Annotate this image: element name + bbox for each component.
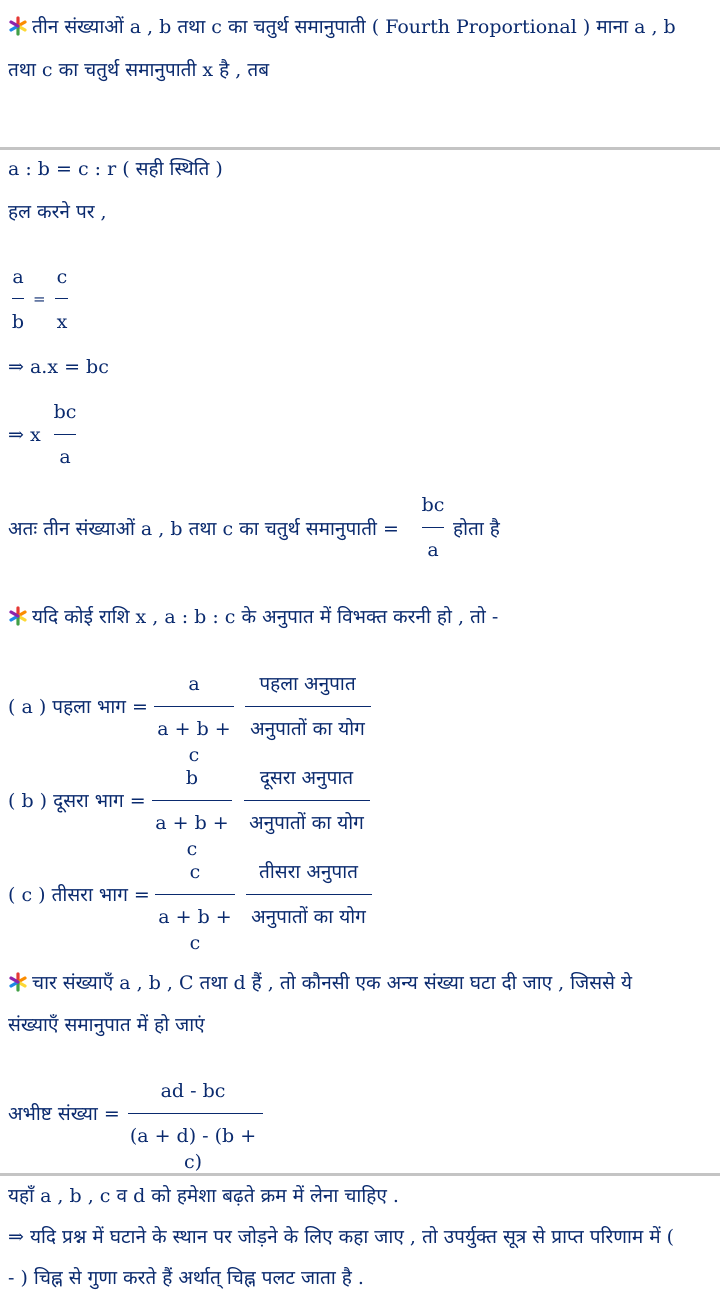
proportion-statement: a : b = c : r ( सही स्थिति ) bbox=[8, 158, 223, 180]
step-x-prefix: ⇒ x bbox=[8, 424, 41, 446]
fraction-bar bbox=[155, 894, 235, 895]
required-number-label: अभीष्ट संख्या = bbox=[8, 1103, 120, 1125]
required-number-fraction: ad - bc (a + d) - (b + c) bbox=[129, 1080, 257, 1173]
fraction-bar bbox=[422, 527, 444, 528]
fraction-bar bbox=[154, 706, 234, 707]
part-a-fraction: a a + b + c bbox=[157, 673, 231, 766]
asterisk-star-icon bbox=[8, 16, 28, 36]
result-statement: अतः तीन संख्याओं a , b तथा c का चतुर्थ समानुपाती = bbox=[8, 518, 399, 540]
asterisk-star-icon bbox=[8, 972, 28, 992]
part-c-ratio: तीसरा अनुपात अनुपातों का योग bbox=[251, 861, 366, 928]
part-a-label: ( a ) पहला भाग = bbox=[8, 696, 148, 718]
fraction-bar bbox=[12, 298, 24, 299]
four-numbers-line-1: चार संख्याएँ a , b , C तथा d हैं , तो कौनसी एक अन्य संख्या घटा दी जाए , जिससे ये bbox=[8, 970, 632, 996]
fraction-bar bbox=[128, 1113, 263, 1114]
result-suffix: होता है bbox=[453, 518, 500, 540]
fraction-bar bbox=[55, 298, 68, 299]
fraction-bar bbox=[244, 800, 370, 801]
divider bbox=[0, 1173, 720, 1176]
fraction-bar bbox=[246, 894, 372, 895]
part-a-ratio: पहला अनुपात अनुपातों का योग bbox=[250, 673, 365, 740]
part-c-fraction: c a + b + c bbox=[158, 861, 232, 954]
solve-label: हल करने पर , bbox=[8, 201, 107, 223]
fraction-bar bbox=[245, 706, 371, 707]
intro-line-2: तथा c का चतुर्थ समानुपाती x है , तब bbox=[8, 59, 270, 81]
fraction-bc-over-a-result: bc a bbox=[421, 494, 445, 561]
fraction-bar bbox=[54, 434, 76, 435]
note-line-3: - ) चिह्न से गुणा करते हैं अर्थात् चिह्न पलट जाता है . bbox=[8, 1267, 364, 1289]
divider bbox=[0, 147, 720, 150]
note-line-2: ⇒ यदि प्रश्न में घटाने के स्थान पर जोड़ने के लिए कहा जाए , तो उपर्युक्त सूत्र से प्राप्त परिणाम में ( bbox=[8, 1226, 675, 1248]
fraction-bar bbox=[152, 800, 232, 801]
intro-line-1: तीन संख्याओं a , b तथा c का चतुर्थ समानुपाती ( Fourth Proportional ) माना a , b bbox=[8, 14, 676, 40]
fraction-bc-over-a: bc a bbox=[53, 401, 77, 468]
part-b-fraction: b a + b + c bbox=[155, 767, 229, 860]
step-ax-equals-bc: ⇒ a.x = bc bbox=[8, 356, 109, 378]
part-b-label: ( b ) दूसरा भाग = bbox=[8, 790, 146, 812]
fraction-c-over-x: c x bbox=[56, 266, 68, 333]
fraction-a-over-b: a b bbox=[11, 266, 25, 333]
part-c-label: ( c ) तीसरा भाग = bbox=[8, 884, 150, 906]
note-line-1: यहाँ a , b , c व d को हमेशा बढ़ते क्रम में लेना चाहिए . bbox=[8, 1185, 399, 1207]
equals-sign: = bbox=[33, 290, 46, 308]
division-intro: यदि कोई राशि x , a : b : c के अनुपात में विभक्त करनी हो , तो - bbox=[8, 604, 498, 630]
four-numbers-line-2: संख्याएँ समानुपात में हो जाएं bbox=[8, 1014, 205, 1036]
asterisk-star-icon bbox=[8, 606, 28, 626]
part-b-ratio: दूसरा अनुपात अनुपातों का योग bbox=[249, 767, 364, 834]
